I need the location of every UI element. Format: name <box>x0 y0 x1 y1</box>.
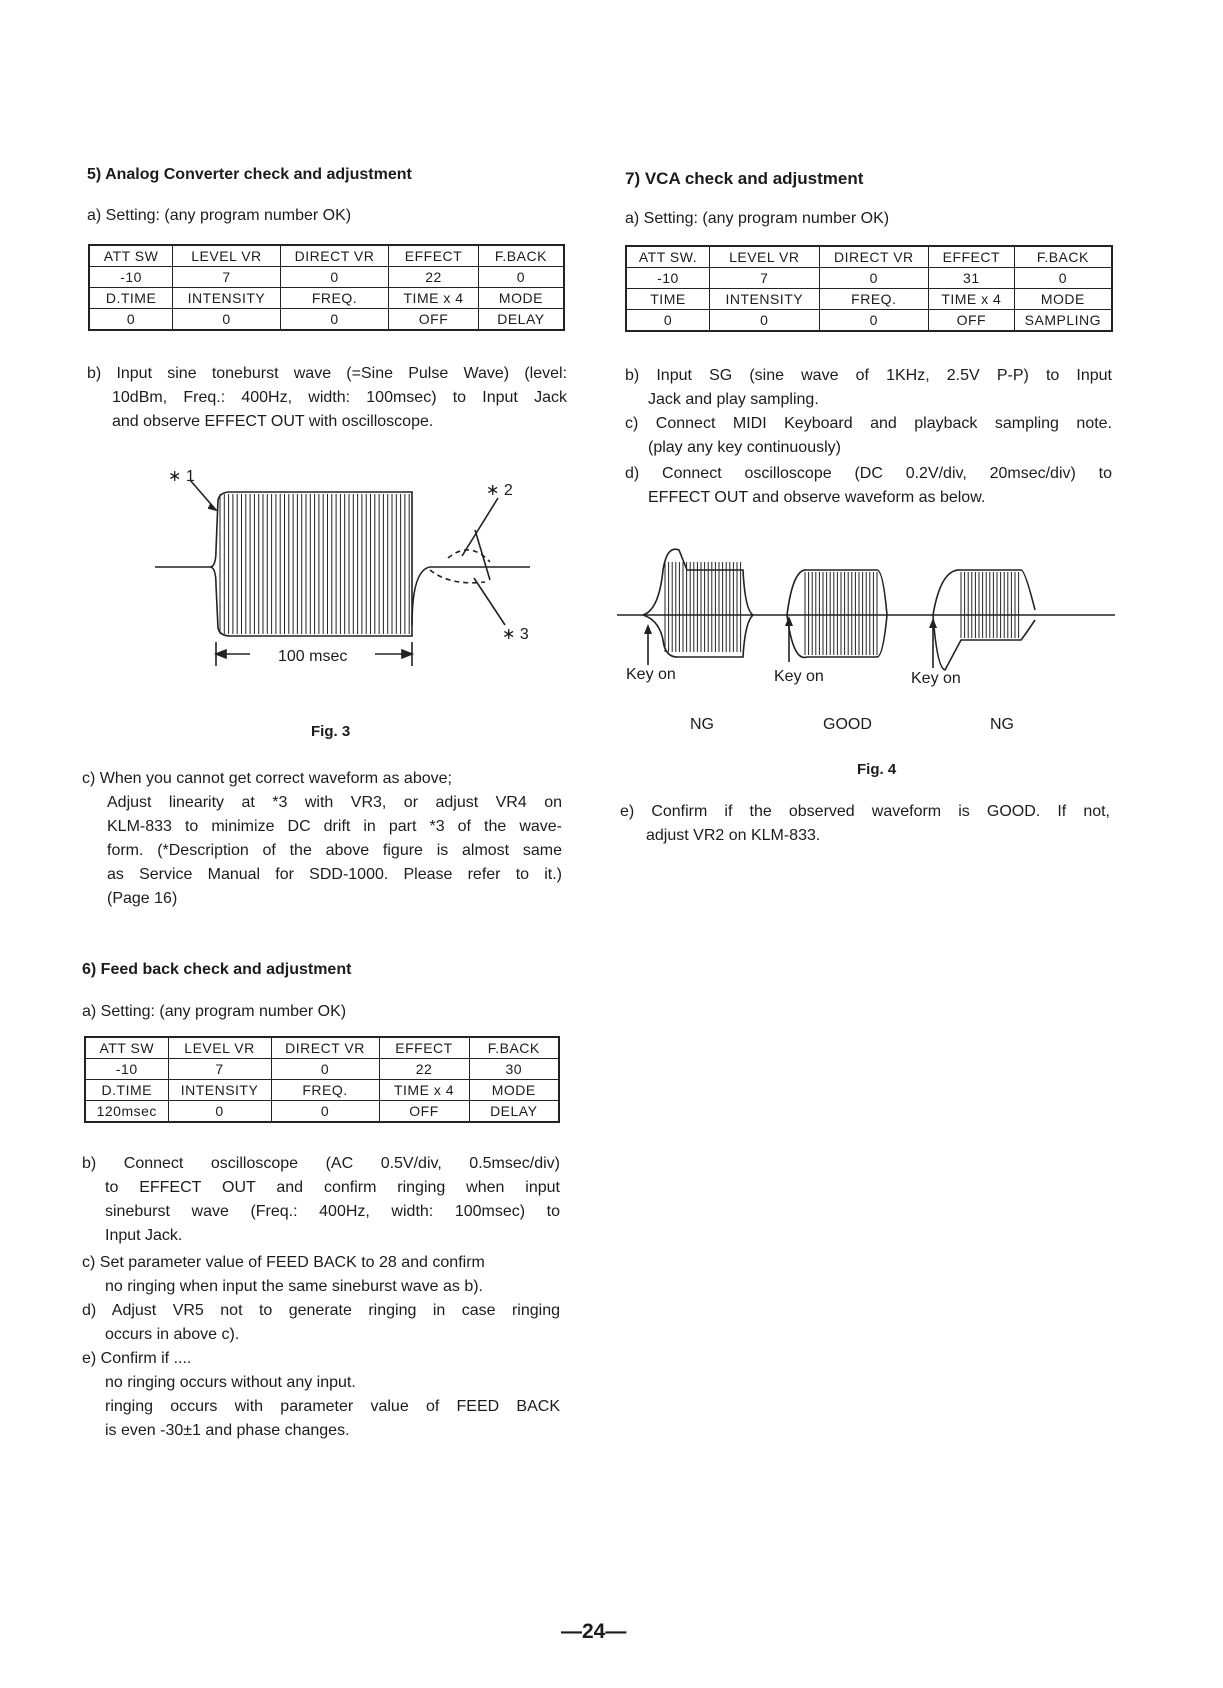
table-cell: F.BACK <box>469 1037 559 1059</box>
table-cell: FREQ. <box>280 288 388 309</box>
table-cell: TIME x 4 <box>379 1080 469 1101</box>
fig3-width-label: 100 msec <box>278 648 348 665</box>
section-5-b-line2: 10dBm, Freq.: 400Hz, width: 100msec) to Input Jack <box>112 389 567 406</box>
section-6-b-line1: b) Connect oscilloscope (AC 0.5V/div, 0.5msec/div) <box>82 1155 560 1172</box>
table-row <box>89 267 564 288</box>
table-cell: ATT SW <box>89 245 173 267</box>
table-row <box>89 288 564 309</box>
page-number: —24— <box>561 1620 627 1643</box>
section-7-settings-table <box>625 245 1113 332</box>
section-6-b-line2: to EFFECT OUT and confirm ringing when input <box>105 1179 560 1196</box>
fig4-result-3: NG <box>990 716 1014 733</box>
table-row <box>626 268 1112 289</box>
table-cell: 0 <box>280 309 388 331</box>
table-cell: SAMPLING <box>1014 310 1112 332</box>
section-7-e-line1: e) Confirm if the observed waveform is GOOD. If not, <box>620 803 1110 820</box>
section-5-settings-table <box>88 244 565 331</box>
table-cell: ATT SW. <box>626 246 709 268</box>
table-cell: 0 <box>168 1101 271 1123</box>
table-cell: DIRECT VR <box>819 246 928 268</box>
section-6-c-line1: c) Set parameter value of FEED BACK to 28 and confirm <box>82 1254 485 1271</box>
section-6-d-line2: occurs in above c). <box>105 1326 240 1343</box>
section-6-d-line1: d) Adjust VR5 not to generate ringing in case ringing <box>82 1302 560 1319</box>
table-cell: 31 <box>929 268 1015 289</box>
table-cell: EFFECT <box>379 1037 469 1059</box>
fig4-key-on-2: Key on <box>774 668 824 685</box>
section-5-c-line5: as Service Manual for SDD-1000. Please refer to it.) <box>107 866 562 883</box>
table-cell: -10 <box>89 267 173 288</box>
fig3-marker-1: ∗ 1 <box>168 468 195 485</box>
section-5-c-line2: Adjust linearity at *3 with VR3, or adjust VR4 on <box>107 794 562 811</box>
table-cell: D.TIME <box>85 1080 168 1101</box>
table-cell: 22 <box>379 1059 469 1080</box>
section-5-setting: a) Setting: (any program number OK) <box>87 207 352 224</box>
table-cell: 0 <box>271 1059 379 1080</box>
section-7-heading: 7) VCA check and adjustment <box>625 169 864 188</box>
table-cell: 7 <box>168 1059 271 1080</box>
table-cell: OFF <box>379 1101 469 1123</box>
table-cell: 120msec <box>85 1101 168 1123</box>
table-cell: 22 <box>389 267 479 288</box>
section-6-c-line2: no ringing when input the same sineburst wave as b). <box>105 1278 483 1295</box>
table-cell: TIME x 4 <box>929 289 1015 310</box>
section-5-c-line1: c) When you cannot get correct waveform as above; <box>82 770 452 787</box>
fig3-marker-3: ∗ 3 <box>502 626 529 643</box>
section-7-setting: a) Setting: (any program number OK) <box>625 210 890 227</box>
table-cell: 0 <box>173 309 281 331</box>
table-cell: DIRECT VR <box>280 245 388 267</box>
table-cell: -10 <box>626 268 709 289</box>
section-6-setting: a) Setting: (any program number OK) <box>82 1003 347 1020</box>
section-5-c-line4: form. (*Description of the above figure is almost same <box>107 842 562 859</box>
section-7-b-line1: b) Input SG (sine wave of 1KHz, 2.5V P-P) to Input <box>625 367 1112 384</box>
table-cell: FREQ. <box>271 1080 379 1101</box>
section-6-b-line4: Input Jack. <box>105 1227 183 1244</box>
table-row <box>85 1037 559 1059</box>
fig3-caption: Fig. 3 <box>311 723 351 740</box>
table-cell: 0 <box>819 268 928 289</box>
table-row <box>85 1080 559 1101</box>
table-cell: LEVEL VR <box>173 245 281 267</box>
table-row <box>89 309 564 331</box>
table-row <box>85 1059 559 1080</box>
section-5-b-line3: and observe EFFECT OUT with oscilloscope. <box>112 413 434 430</box>
table-cell: 0 <box>1014 268 1112 289</box>
table-cell: MODE <box>1014 289 1112 310</box>
fig4-result-2: GOOD <box>823 716 872 733</box>
section-6-e-line3: ringing occurs with parameter value of FEED BACK <box>105 1398 560 1415</box>
table-cell: 0 <box>709 310 819 332</box>
section-6-b-line3: sineburst wave (Freq.: 400Hz, width: 100msec) to <box>105 1203 560 1220</box>
table-cell: TIME <box>626 289 709 310</box>
fig3-toneburst-waveform <box>150 470 570 670</box>
table-cell: LEVEL VR <box>709 246 819 268</box>
table-cell: MODE <box>478 288 564 309</box>
fig4-result-1: NG <box>690 716 714 733</box>
section-6-e-line4: is even -30±1 and phase changes. <box>105 1422 350 1439</box>
table-cell: 0 <box>819 310 928 332</box>
table-cell: F.BACK <box>478 245 564 267</box>
table-cell: EFFECT <box>389 245 479 267</box>
table-cell: INTENSITY <box>709 289 819 310</box>
table-cell: INTENSITY <box>168 1080 271 1101</box>
section-6-e-line1: e) Confirm if .... <box>82 1350 192 1367</box>
table-cell: OFF <box>929 310 1015 332</box>
section-7-c-line2: (play any key continuously) <box>648 439 841 456</box>
table-row <box>626 246 1112 268</box>
table-cell: 30 <box>469 1059 559 1080</box>
table-cell: LEVEL VR <box>168 1037 271 1059</box>
section-5-heading: 5) Analog Converter check and adjustment <box>87 166 412 183</box>
table-cell: F.BACK <box>1014 246 1112 268</box>
table-cell: MODE <box>469 1080 559 1101</box>
table-cell: 0 <box>626 310 709 332</box>
section-5-c-line3: KLM-833 to minimize DC drift in part *3 of the wave- <box>107 818 562 835</box>
section-5-b-line1: b) Input sine toneburst wave (=Sine Pulse Wave) (level: <box>87 365 567 382</box>
table-cell: INTENSITY <box>173 288 281 309</box>
table-row <box>89 245 564 267</box>
fig3-marker-2: ∗ 2 <box>486 482 513 499</box>
table-cell: DELAY <box>469 1101 559 1123</box>
fig4-key-on-1: Key on <box>626 666 676 683</box>
section-7-d-line2: EFFECT OUT and observe waveform as below. <box>648 489 986 506</box>
section-7-c-line1: c) Connect MIDI Keyboard and playback sampling note. <box>625 415 1112 432</box>
table-row <box>626 310 1112 332</box>
table-cell: OFF <box>389 309 479 331</box>
table-cell: -10 <box>85 1059 168 1080</box>
table-cell: 0 <box>280 267 388 288</box>
table-cell: FREQ. <box>819 289 928 310</box>
section-7-b-line2: Jack and play sampling. <box>648 391 819 408</box>
table-row <box>626 289 1112 310</box>
section-7-e-line2: adjust VR2 on KLM-833. <box>646 827 821 844</box>
section-7-d-line1: d) Connect oscilloscope (DC 0.2V/div, 20msec/div) to <box>625 465 1112 482</box>
fig4-caption: Fig. 4 <box>857 761 897 778</box>
section-6-settings-table <box>84 1036 560 1123</box>
section-6-e-line2: no ringing occurs without any input. <box>105 1374 356 1391</box>
table-cell: D.TIME <box>89 288 173 309</box>
table-row <box>85 1101 559 1123</box>
section-6-heading: 6) Feed back check and adjustment <box>82 961 352 978</box>
fig4-vca-waveforms <box>615 540 1115 680</box>
table-cell: 7 <box>709 268 819 289</box>
table-cell: 0 <box>89 309 173 331</box>
table-cell: DIRECT VR <box>271 1037 379 1059</box>
table-cell: EFFECT <box>929 246 1015 268</box>
table-cell: 7 <box>173 267 281 288</box>
table-cell: 0 <box>271 1101 379 1123</box>
section-5-c-line6: (Page 16) <box>107 890 178 907</box>
table-cell: DELAY <box>478 309 564 331</box>
table-cell: 0 <box>478 267 564 288</box>
table-cell: TIME x 4 <box>389 288 479 309</box>
table-cell: ATT SW <box>85 1037 168 1059</box>
fig4-key-on-3: Key on <box>911 670 961 687</box>
